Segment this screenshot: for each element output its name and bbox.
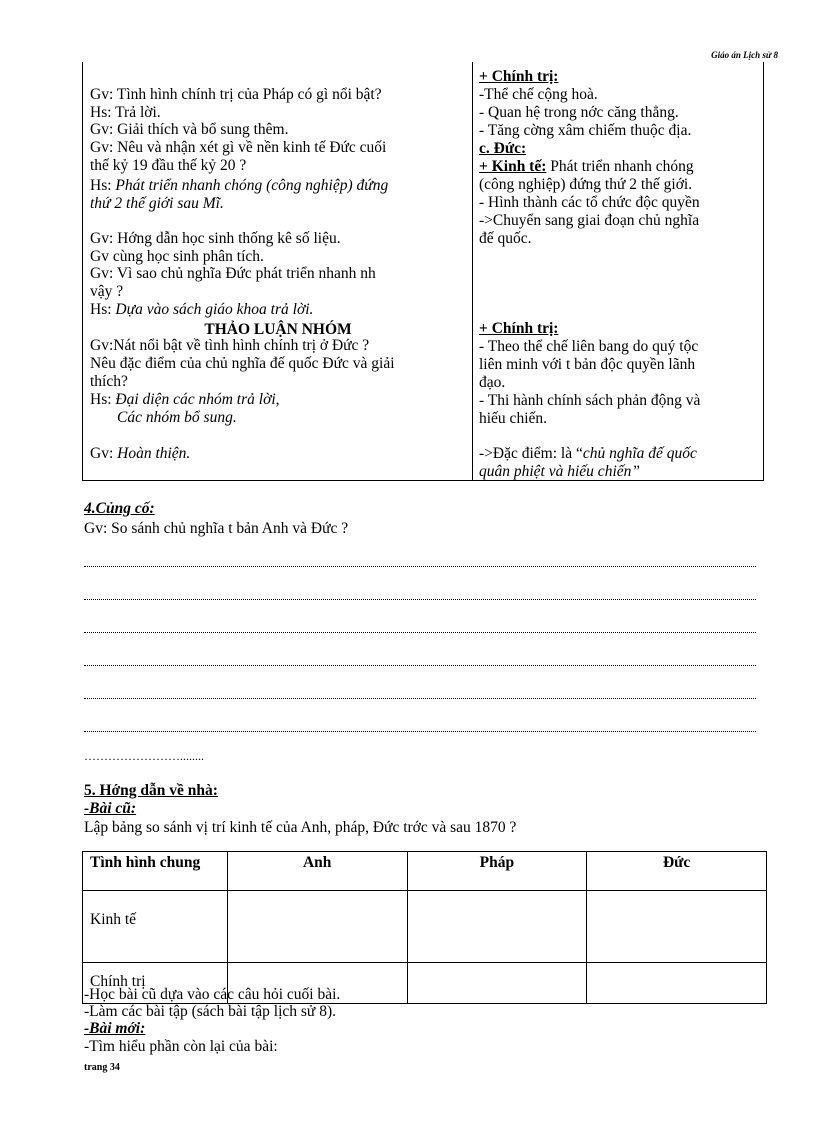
right-line: -Thể chế cộng hoà. <box>479 86 598 103</box>
left-line: thích? <box>90 373 128 390</box>
table-cell <box>227 891 407 963</box>
right-line <box>479 445 697 462</box>
bai-cu-title: -Bài cũ: <box>84 800 137 817</box>
cung-co-title: 4.Củng cố: <box>84 500 155 517</box>
group-discussion-title: THẢO LUẬN NHÓM <box>204 321 352 338</box>
left-line: Gv: Giải thích và bổ sung thêm. <box>90 121 289 138</box>
right-line: liên minh với t bản độc quyền lãnh <box>479 356 696 373</box>
right-heading: + Chính trị: <box>479 68 559 85</box>
row-label: Chính trị <box>83 963 228 1004</box>
answer-dotted-line <box>84 631 756 633</box>
left-line: Gv: Tình hình chính trị của Pháp có gì nổi bật? <box>90 86 382 103</box>
right-line: quân phiệt và hiếu chiến” <box>479 463 640 480</box>
table-row <box>83 891 767 963</box>
dac-diem-text: chủ nghĩa đế quốc <box>582 445 697 462</box>
left-line: Gv:Nát nổi bật về tình hình chính trị ở Đức ? <box>90 337 370 354</box>
note-line: -Học bài cũ dựa vào các câu hỏi cuối bài. <box>84 986 341 1003</box>
right-heading: c. Đức: <box>479 140 527 157</box>
cung-co-question: Gv: So sánh chủ nghĩa t bản Anh và Đức ? <box>84 520 349 537</box>
answer-dotted-line <box>84 598 756 600</box>
left-line <box>90 177 388 194</box>
speaker-label: Hs: <box>90 301 116 318</box>
right-line: ->Chuyển sang giai đoạn chủ nghĩa <box>479 212 700 229</box>
left-line <box>90 301 313 318</box>
left-line: Gv: Nêu và nhận xét gì về nền kinh tế Đức cuối <box>90 139 387 156</box>
left-line <box>90 445 190 462</box>
bai-moi-title: -Bài mới: <box>84 1020 146 1037</box>
left-line: thế kỷ 19 đầu thế kỷ 20 ? <box>90 157 247 174</box>
speaker-label: Gv: <box>90 445 118 462</box>
answer-text: Phát triển nhanh chóng (công nghiệp) đứng <box>115 177 389 194</box>
table-header-row <box>83 852 767 891</box>
answer-dotted-line <box>84 565 756 567</box>
right-line: - Quan hệ trong nớc căng thẳng. <box>479 104 679 121</box>
header-title: Giáo án Lịch sử 8 <box>711 50 778 60</box>
right-line: hiếu chiến. <box>479 410 548 427</box>
left-line: Hs: Trả lời. <box>90 104 161 121</box>
right-line: - Theo thể chế liên bang do quý tộc <box>479 338 699 355</box>
header-cell: Anh <box>227 852 407 891</box>
left-line: Gv cùng học sinh phân tích. <box>90 248 264 265</box>
speaker-label: Hs: <box>90 391 116 408</box>
answer-dotted-line <box>84 730 756 732</box>
left-line: Gv: Hớng dẫn học sinh thống kê số liệu. <box>90 230 341 247</box>
answer-dotted-line <box>84 664 756 666</box>
right-line: (công nghiệp) đứng thứ 2 thế giới. <box>479 176 693 193</box>
answer-text: Đại diện các nhóm trả lời, <box>115 391 280 408</box>
left-line: vậy ? <box>90 283 124 300</box>
right-line <box>479 158 694 175</box>
left-line: Gv: Vì sao chủ nghĩa Đức phát triển nhanh nh <box>90 265 376 282</box>
table-cell <box>587 963 767 1004</box>
right-line: - Hình thành các tổ chức độc quyền <box>479 194 700 211</box>
left-line: Các nhóm bổ sung. <box>117 409 237 426</box>
header-cell: Pháp <box>407 852 587 891</box>
header-cell: Đức <box>587 852 767 891</box>
header-cell: Tình hình chung <box>83 852 228 891</box>
right-line: - Thi hành chính sách phản động và <box>479 392 701 409</box>
table-cell <box>587 891 767 963</box>
right-line: - Tăng cờng xâm chiếm thuộc địa. <box>479 122 692 139</box>
table-divider <box>472 62 473 480</box>
left-line <box>90 391 280 408</box>
note-line: -Làm các bài tập (sách bài tập lịch sử 8). <box>84 1003 336 1020</box>
left-line: thứ 2 thế giới sau Mĩ. <box>90 195 224 212</box>
right-line: đạo. <box>479 374 506 391</box>
comparison-table <box>82 851 767 1004</box>
short-dotted-line: ……………………........ <box>84 749 204 763</box>
table-cell <box>407 891 587 963</box>
dac-diem-label: ->Đặc điểm: là “ <box>479 445 583 462</box>
answer-text: Hoàn thiện. <box>117 445 191 462</box>
table-cell <box>407 963 587 1004</box>
kinh-te-text: Phát triển nhanh chóng <box>546 158 694 175</box>
page-number: trang 34 <box>84 1062 120 1073</box>
answer-text: Dựa vào sách giáo khoa trả lời. <box>115 301 314 318</box>
right-line: đế quốc. <box>479 230 532 247</box>
row-label: Kinh tế <box>83 891 228 963</box>
kinh-te-label: + Kinh tế: <box>479 158 547 175</box>
bai-cu-text: Lập bảng so sánh vị trí kinh tế của Anh, pháp, Đức trớc và sau 1870 ? <box>84 819 517 836</box>
answer-dotted-line <box>84 697 756 699</box>
huong-dan-title: 5. Hớng dẫn về nhà: <box>84 782 218 799</box>
right-heading: + Chính trị: <box>479 320 559 337</box>
speaker-label: Hs: <box>90 177 116 194</box>
left-line: Nêu đặc điểm của chủ nghĩa đế quốc Đức và giải <box>90 355 395 372</box>
bai-moi-text: -Tìm hiểu phần còn lại của bài: <box>84 1038 278 1055</box>
